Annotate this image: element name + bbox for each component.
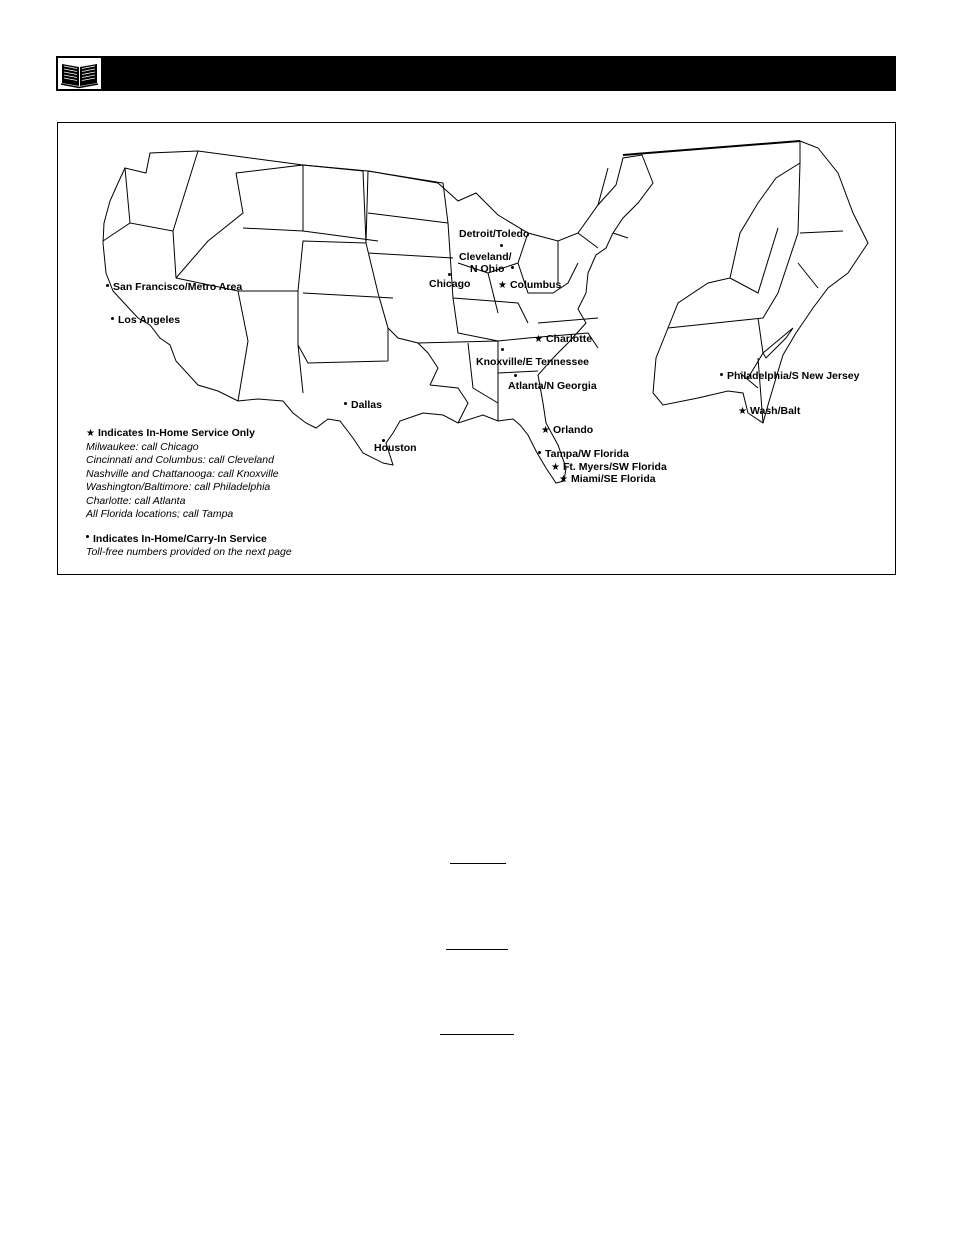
legend-dot-row: Indicates In-Home/Carry-In Service	[86, 533, 292, 547]
city-tampa: Tampa/W Florida	[538, 448, 629, 460]
northeast-state-lines	[668, 163, 843, 423]
city-cleveland: Cleveland/	[459, 251, 512, 263]
service-map	[57, 122, 896, 575]
legend-note: Cincinnati and Columbus: call Cleveland	[86, 454, 274, 466]
star-marker-icon: ★	[551, 462, 560, 473]
city-houston: Houston	[374, 442, 417, 454]
legend-note: Charlotte: call Atlanta	[86, 494, 186, 507]
legend-note: Milwaukee: call Chicago	[86, 440, 199, 453]
legend-note: Washington/Baltimore: call Philadelphia	[86, 481, 271, 493]
legend-star-row: ★ Indicates In-Home Service Only	[86, 427, 255, 439]
city-san-francisco: San Francisco/Metro Area	[106, 281, 242, 293]
header-bar	[56, 56, 896, 91]
divider-rule	[446, 949, 508, 950]
divider-rule	[440, 1034, 514, 1035]
legend-note: All Florida locations; call Tampa	[86, 508, 234, 520]
city-cleveland-line2: N Ohio	[470, 263, 518, 275]
dot-marker-icon	[500, 244, 503, 247]
star-marker-icon: ★	[86, 428, 95, 439]
city-wash-balt: ★ Wash/Balt	[738, 405, 801, 417]
city-philadelphia: Philadelphia/S New Jersey	[720, 370, 859, 382]
city-dallas: Dallas	[344, 399, 382, 411]
city-atlanta: Atlanta/N Georgia	[508, 380, 597, 392]
star-marker-icon: ★	[541, 425, 550, 436]
city-los-angeles: Los Angeles	[111, 314, 180, 326]
legend-note: Nashville and Chattanooga: call Knoxville	[86, 467, 279, 480]
map-legend	[86, 427, 292, 560]
city-detroit: Detroit/Toledo	[459, 228, 530, 240]
city-knoxville: Knoxville/E Tennessee	[476, 356, 590, 368]
star-marker-icon: ★	[534, 334, 543, 345]
dot-marker-icon	[86, 535, 89, 538]
dot-marker-icon	[111, 317, 114, 320]
city-columbus: ★ Columbus	[498, 279, 562, 291]
dot-marker-icon	[344, 402, 347, 405]
long-island	[763, 328, 793, 358]
star-marker-icon: ★	[738, 406, 747, 417]
dot-marker-icon	[720, 373, 723, 376]
legend-dot-note: Toll-free numbers provided on the next page	[86, 546, 292, 558]
dot-marker-icon	[538, 451, 541, 454]
dot-marker-icon	[106, 284, 109, 287]
inset-leader	[623, 141, 800, 155]
dot-marker-icon	[448, 273, 451, 276]
city-charlotte: ★ Charlotte	[534, 333, 593, 345]
star-marker-icon: ★	[559, 474, 568, 485]
city-miami: ★ Miami/SE Florida	[559, 473, 656, 485]
city-ft-myers: ★ Ft. Myers/SW Florida	[551, 461, 667, 473]
star-marker-icon: ★	[498, 280, 507, 291]
dot-marker-icon	[514, 374, 517, 377]
dot-marker-icon	[501, 348, 504, 351]
divider-rule	[450, 863, 506, 864]
city-chicago: Chicago	[429, 278, 471, 290]
dot-marker-icon	[511, 266, 514, 269]
city-orlando: ★ Orlando	[541, 424, 594, 436]
book-icon	[58, 58, 101, 89]
